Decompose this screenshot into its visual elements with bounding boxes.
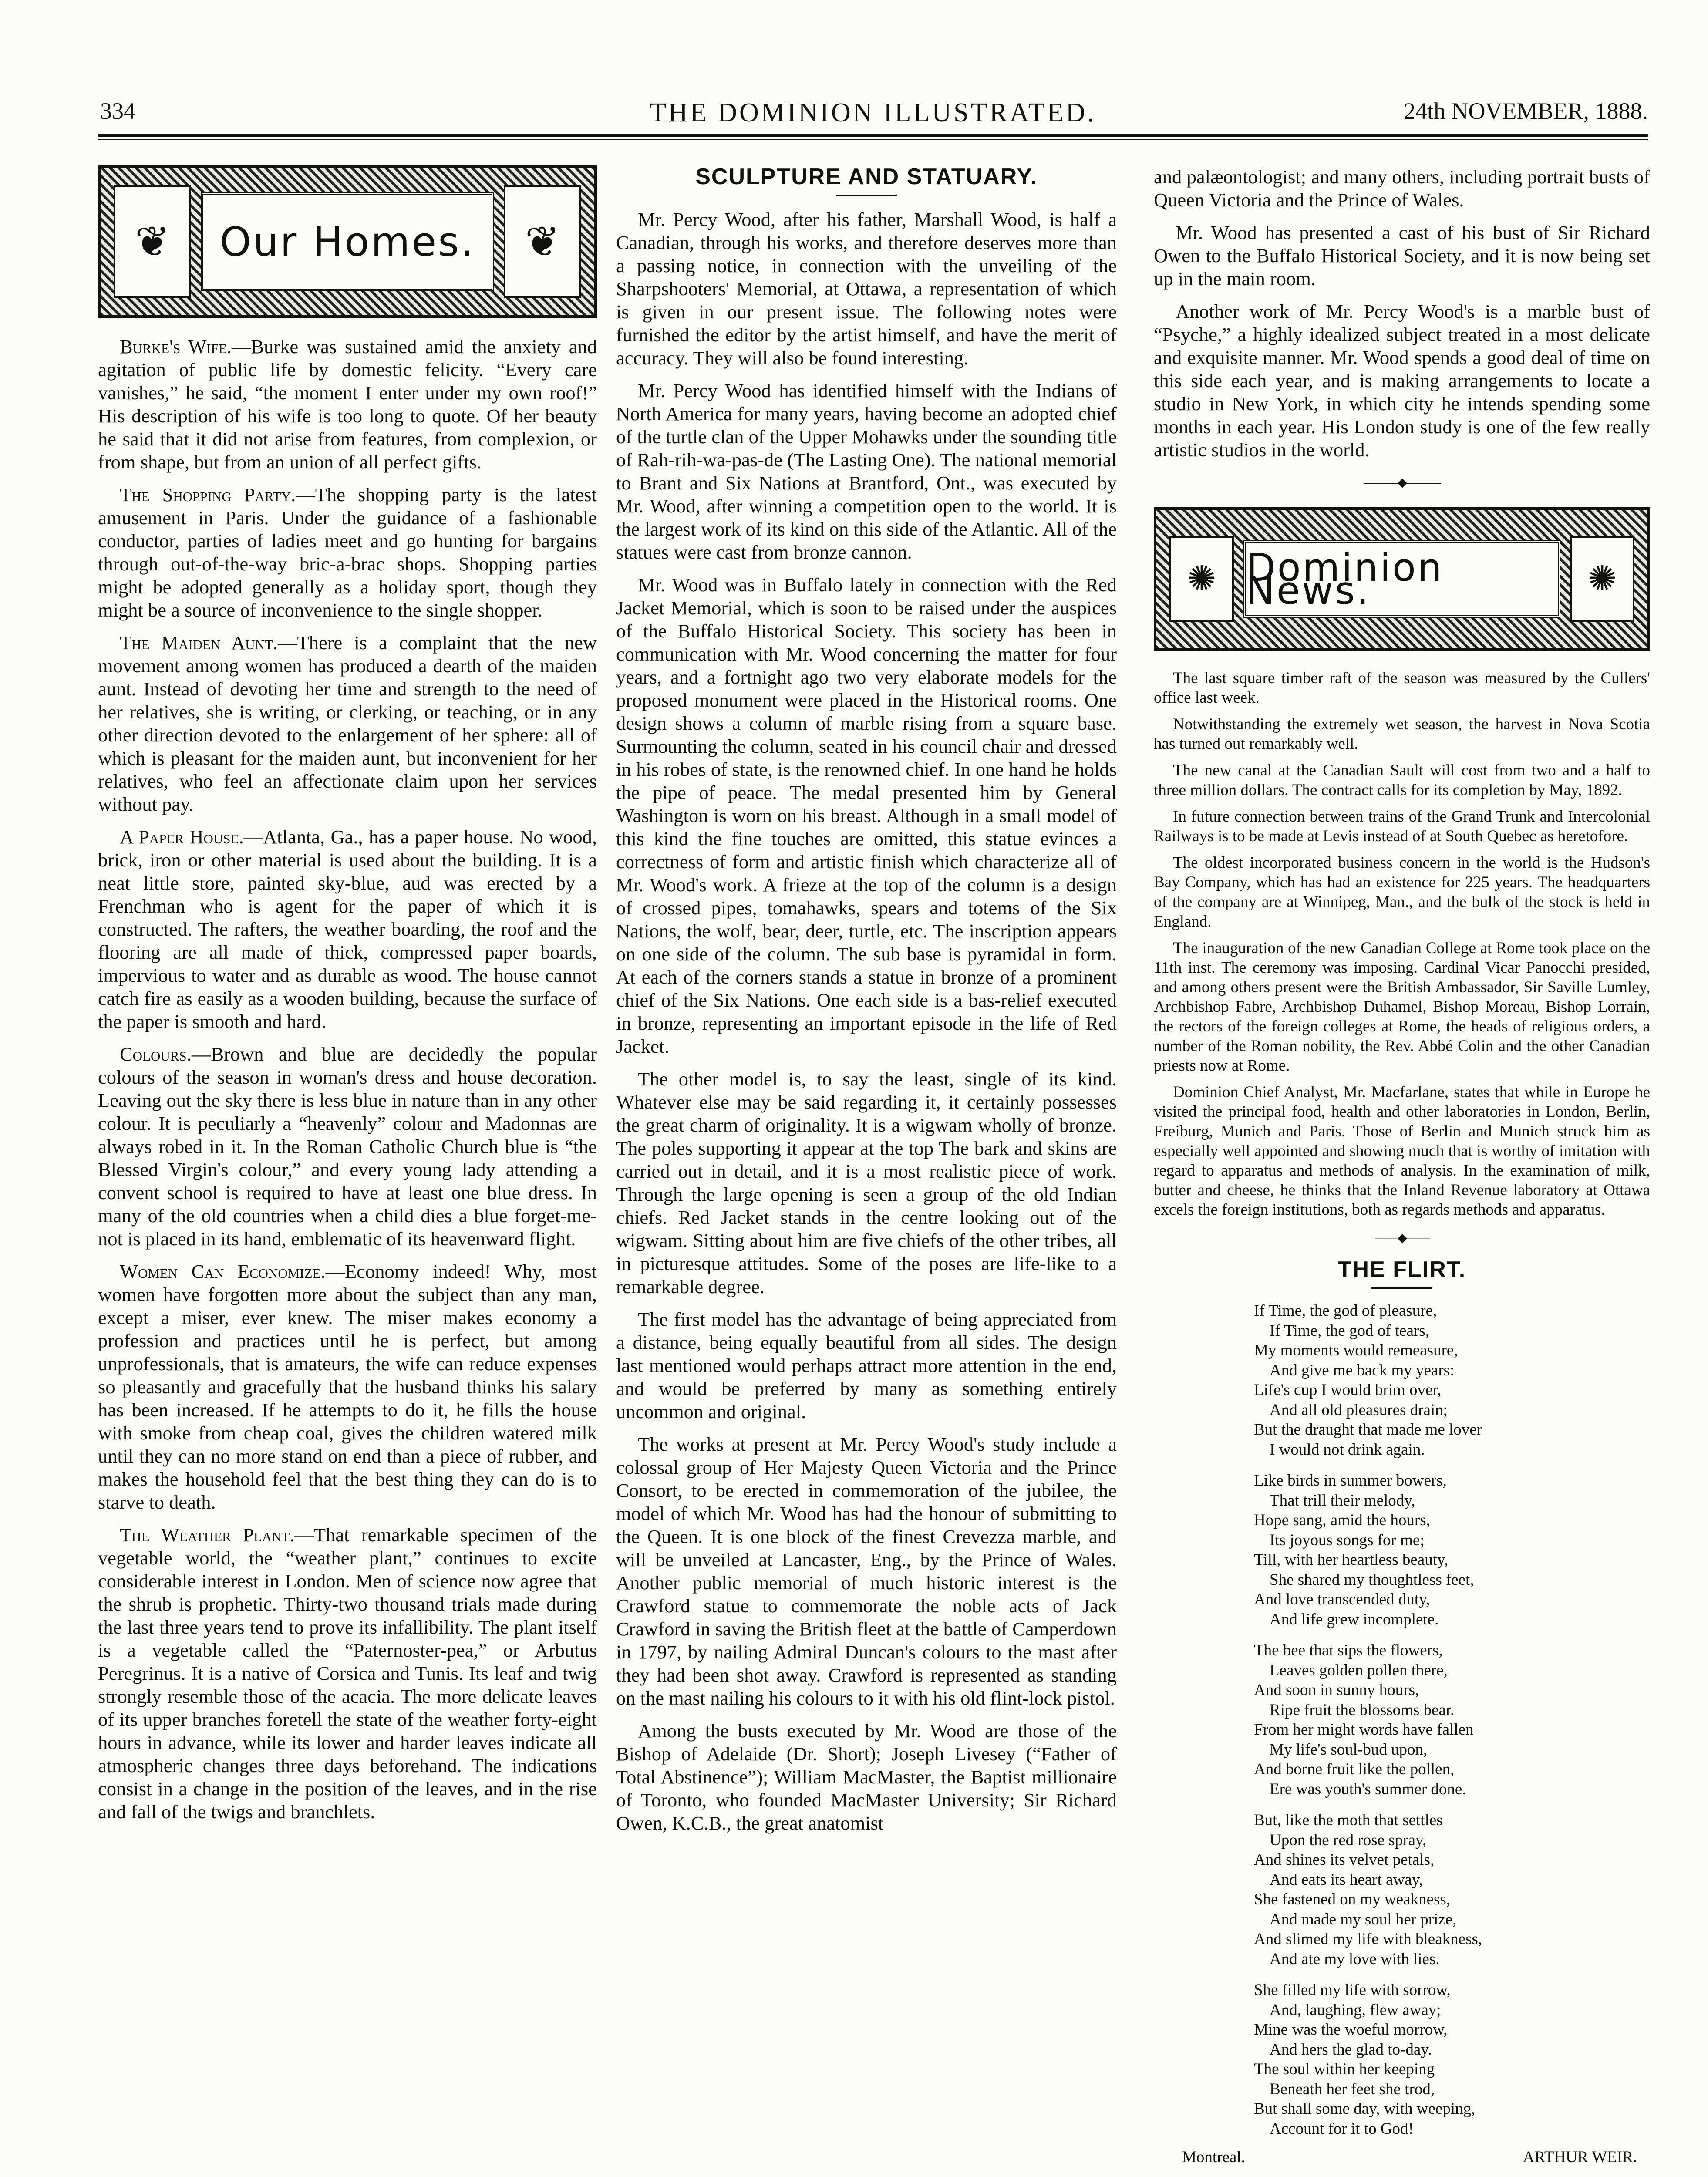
page-number: 334	[100, 98, 135, 124]
poem-line: Leaves golden pollen there,	[1270, 1661, 1448, 1679]
paragraph-text: —Economy indeed! Why, most women have forgotten more about the subject than any man, except a miser, ever knew. The miser makes economy a profession and practices until he is perfect, but among unprofessionals, that is amateurs, the wife can reduce expenses so pleasantly and gracefully that the husband thinks his salary has been increased. If he attempts to do it, he fills the house with smoke from cheap coal, gives the children watered milk until they can no more stand on end than a piece of rubber, and makes the household feel that the best thing they can do is to starve to death.	[98, 1260, 597, 1513]
poem-line: The bee that sips the flowers,	[1254, 1641, 1443, 1659]
poem-line: That trill their melody,	[1270, 1491, 1415, 1510]
poem-line: Till, with her heartless beauty,	[1254, 1551, 1449, 1569]
poem-line: Its joyous songs for me;	[1270, 1531, 1425, 1549]
poem-stanza	[1254, 1980, 1650, 2139]
dominion-news-title: Dominion News.	[1246, 545, 1444, 613]
poem-line: But the draught that made me lover	[1254, 1421, 1482, 1439]
vase-ornament-icon: ❦	[504, 185, 581, 298]
paragraph-text: —Atlanta, Ga., has a paper house. No wood, brick, iron or other material is used about the building. It is a neat little store, painted sky-blue, aud was erected by a Frenchman who is agent for the paper of which it is constructed. The rafters, the weather boarding, the roof and the flooring are all made of thick, compressed paper boards, impervious to water and as durable as wood. The house cannot catch fire as easily as a wooden building, because the surface of the paper is smooth and hard.	[98, 826, 597, 1032]
sculpture-paragraph: Mr. Percy Wood, after his father, Marshall Wood, is half a Canadian, through his works, and therefore deserves more than a passing notice, in connection with the unveiling of the Sharpshooters' Memorial, at Ottawa, a representation of which is given in our present issue. The following notes were furnished the editor by the artist himself, and have the merit of accuracy. They will also be found interesting.	[616, 209, 1117, 369]
poem-line: And love transcended duty,	[1254, 1591, 1430, 1608]
sculpture-paragraph: The works at present at Mr. Percy Wood's study include a colossal group of Her Majesty Queen Victoria and the Prince Consort, to be erected in commemoration of the jubilee, the model of which Mr. Wood has had the honour of submitting to the Queen. It is one block of the finest Crevezza marble, and will be unveiled at Lancaster, Eng., by the Prince of Wales. Another public memorial of much historic interest is the Crawford statue to commemorate the noble acts of Jack Crawford in saving the British fleet at the battle of Camperdown in 1797, by nailing Admiral Duncan's colours to the mast after they had been shot away. Crawford is represented as standing on the mast nailing his colours to it with his old flint-lock pistol.	[616, 1433, 1117, 1709]
our-homes-banner	[98, 165, 597, 318]
poem-line: Ripe fruit the blossoms bear.	[1270, 1701, 1455, 1719]
vase-ornament-icon: ❦	[114, 185, 191, 298]
dominion-news-items	[1154, 668, 1650, 1220]
poem-line: And eats its heart away,	[1270, 1870, 1423, 1889]
poem-line: My moments would remeasure,	[1254, 1341, 1458, 1359]
poem-line: She filled my life with sorrow,	[1254, 1981, 1451, 1999]
sculpture-article-continued	[1154, 165, 1650, 462]
header-rule	[98, 134, 1648, 137]
poem-line: And ate my love with lies.	[1270, 1950, 1440, 1968]
homes-paragraph	[98, 483, 597, 622]
title-rule	[1371, 1287, 1432, 1289]
paragraph-text: —There is a complaint that the new movement among women has produced a dearth of the maiden aunt. Instead of devoting her time and strength to the need of her relatives, she is writing, or clerking, or teaching, or in any other direction devoted to the enlargement of her sphere: all of which is pleasant for the maiden aunt, but inconvenient for her relatives, who feel an affectionate claim upon her services without pay.	[98, 632, 597, 815]
sculpture-paragraph: Another work of Mr. Percy Wood's is a marble bust of “Psyche,” a highly idealized subject treated in a most delicate and exquisite manner. Mr. Wood spends a good deal of time on this side each year, and is making arrangements to locate a studio in New York, in which city he intends spending some months in each year. His London study is one of the few really artistic studios in the world.	[1154, 300, 1650, 461]
dominion-news-banner	[1154, 507, 1650, 651]
homes-paragraph	[98, 631, 597, 816]
poem-line: If Time, the god of pleasure,	[1254, 1302, 1437, 1320]
news-item: The inauguration of the new Canadian College at Rome took place on the 11th inst. The ceremony was imposing. Cardinal Vicar Panocchi presided, and among others present were the British Ambassador, Sir Saville Lumley, Archbishop Fabre, Archbishop Duhamel, Bishop Moreau, Bishop Lorrain, the rectors of the foreign colleges at Rome, the heads of religious orders, a number of the Roman nobility, the Rev. Abbé Colin and the other Canadian priests now at Rome.	[1154, 939, 1650, 1075]
poem-line: She shared my thoughtless feet,	[1270, 1570, 1474, 1589]
column-three	[1154, 165, 1650, 2167]
homes-paragraph	[98, 826, 597, 1033]
news-item: Notwithstanding the extremely wet season, the harvest in Nova Scotia has turned out remarkably well.	[1154, 715, 1650, 753]
paragraph-text: —The shopping party is the latest amusement in Paris. Under the guidance of a fashionable conductor, parties of ladies meet and go hunting for bargains through out-of-the-way bric-a-brac shops. Shopping parties might be adopted generally as a holiday sport, though they might be a source of inconvenience to the single shopper.	[98, 484, 597, 621]
paragraph-text: —Brown and blue are decidedly the popular colours of the season in woman's dress and house decoration. Leaving out the sky there is less blue in nature than in any other colour. It is peculiarly a “heavenly” colour and Madonnas are always robed in it. In the Roman Catholic Church blue is “the Blessed Virgin's colour,” and every young lady attending a convent school is required to have at least one blue dress. In many of the old countries when a child dies a blue forget-me-not is placed in its hand, emblematic of its heavenward flight.	[98, 1043, 597, 1250]
poem-signature	[1154, 2146, 1650, 2167]
news-item: The last square timber raft of the season was measured by the Cullers' office last week.	[1154, 669, 1650, 707]
rosette-ornament-icon: ✺	[1169, 536, 1234, 622]
paragraph-text: —Burke was sustained amid the anxiety and agitation of public life by domestic felicity. “Every care vanishes,” he said, “the moment I enter under my own roof!” His description of his wife is too long to quote. Of her beauty he said that it did not arise from features, from complexion, or from shape, but from an union of all perfect gifts.	[98, 336, 597, 473]
header-rule-thin	[98, 139, 1648, 140]
paragraph-lead: Burke's Wife.	[120, 336, 232, 357]
poem-line: But, like the moth that settles	[1254, 1811, 1443, 1829]
rosette-ornament-icon: ✺	[1570, 536, 1634, 622]
poem-line: Mine was the woeful morrow,	[1254, 2021, 1448, 2039]
poem-line: And life grew incomplete.	[1270, 1610, 1439, 1628]
poem-line: Hope sang, amid the hours,	[1254, 1511, 1430, 1529]
poem-place: Montreal.	[1182, 2148, 1245, 2166]
news-item: The new canal at the Canadian Sault will cost from two and a half to three million dollars. The contract calls for its completion by May, 1892.	[1154, 762, 1650, 799]
poem-line: And hers the glad to-day.	[1270, 2040, 1432, 2059]
sculpture-article	[616, 208, 1117, 1835]
paragraph-lead: Colours.	[120, 1043, 192, 1065]
poem-line: Like birds in summer bowers,	[1254, 1472, 1447, 1490]
poem-line: But shall some day, with weeping,	[1254, 2100, 1476, 2118]
poem-line: Life's cup I would brim over,	[1254, 1381, 1442, 1399]
sculpture-paragraph: Mr. Wood has presented a cast of his bust of Sir Richard Owen to the Buffalo Historical Society, and it is now being set up in the main room.	[1154, 222, 1650, 290]
paragraph-lead: The Maiden Aunt.	[120, 632, 278, 654]
dominion-news-banner-frame	[1243, 540, 1560, 618]
homes-paragraph	[98, 1523, 597, 1823]
poem-stanza	[1254, 1301, 1650, 1459]
sculpture-title: SCULPTURE AND STATUARY.	[695, 164, 1038, 189]
sculpture-paragraph: The first model has the advantage of being appreciated from a distance, being equally beautiful from all sides. The design last mentioned would perhaps attract more attention in the end, and would be preferred by many as something entirely uncommon and original.	[616, 1308, 1117, 1422]
sculpture-paragraph: The other model is, to say the least, single of its kind. Whatever else may be said regarding it, it certainly possesses the great charm of originality. It is a wigwam wholly of bronze. The poles supporting it appear at the top The bark and skins are carried out in detail, and it is a most realistic piece of work. Through the large opening is seen a group of the old Indian chiefs. Red Jacket stands in the centre looking out of the wigwam. Sitting about him are five chiefs of the other tribes, all in picturesque attitudes. Some of the poses are life-like to a remarkable degree.	[616, 1068, 1117, 1297]
column-sculpture	[616, 165, 1117, 1844]
poem-line: Beneath her feet she trod,	[1270, 2080, 1435, 2098]
poem-stanza	[1254, 1641, 1650, 1799]
paragraph-lead: The Shopping Party.	[120, 484, 296, 505]
poem-line: And slimed my life with bleakness,	[1254, 1930, 1482, 1948]
poem-title: THE FLIRT.	[1337, 1257, 1466, 1282]
poem-line: And shines its velvet petals,	[1254, 1851, 1435, 1869]
poem-line: If Time, the god of tears,	[1270, 1321, 1429, 1340]
sculpture-paragraph: Mr. Wood was in Buffalo lately in connection with the Red Jacket Memorial, which is soon to be raised under the auspices of the Buffalo Historical Society. This society has been in communication with Mr. Wood concerning the matter for four years, and a fortnight ago two very elaborate models for the proposed monument were placed in the Historical rooms. One design shows a column of marble rising from a square base. Surmounting the column, seated in his council chair and dressed in his robes of state, is the renowned chief. In one hand he holds the pipe of peace. The medal presented him by General Washington is worn on his breast. Although in a small model of this kind the fine touches are omitted, this statue evinces a correctness of form and artistic finish which characterize all of Mr. Wood's work. A frieze at the top of the column is a design of crossed pipes, tomahawks, spears and totems of the Six Nations, the wolf, bear, deer, turtle, etc. The inscription appears on one side of the column. The sub base is pyramidal in form. At each of the corners stands a statue in bronze of a prominent chief of the Six Nations. One each side is a bas-relief executed in bronze, representing an important episode in the life of Red Jacket.	[616, 574, 1117, 1057]
poem-body	[1254, 1301, 1650, 2139]
paragraph-text: —That remarkable specimen of the vegetable world, the “weather plant,” continues to excite considerable interest in London. Men of science now agree that the shrub is prophetic. Thirty-two thousand trials made during the last three years tend to prove its infallibility. The plant itself is a vegetable called the “Paternoster-pea,” or Arbutus Peregrinus. It is a native of Corsica and Tunis. Its leaf and twig strongly resemble those of the acacia. The more delicate leaves of its upper branches foretell the state of the weather forty-eight hours in advance, while its lower and harder leaves indicate all atmospheric changes three days beforehand. The indications consist in a change in the position of the leaves, and in the rise and fall of the twigs and branchlets.	[98, 1524, 597, 1823]
poem-line: And borne fruit like the pollen,	[1254, 1760, 1455, 1778]
our-homes-banner-frame	[201, 192, 494, 291]
paragraph-lead: Women Can Economize.	[120, 1260, 326, 1282]
paragraph-lead: The Weather Plant.	[120, 1524, 295, 1546]
sculpture-paragraph: Mr. Percy Wood has identified himself with the Indians of North America for many years, having become an adopted chief of the turtle clan of the Upper Mohawks under the sounding title of Rah-rih-wa-pas-de (The Lasting One). The national memorial to Brant and Six Nations at Brantford, Ont., was executed by Mr. Wood, after winning a competition open to the world. It is the largest work of its kind on this side of the Atlantic. All of the statues were cast from bronze cannon.	[616, 380, 1117, 563]
publication-title: THE DOMINION ILLUSTRATED.	[650, 98, 1096, 128]
poem-stanza	[1254, 1810, 1650, 1969]
news-item: In future connection between trains of the Grand Trunk and Intercolonial Railways is to be made at Levis instead of at South Quebec as heretofore.	[1154, 808, 1650, 845]
poem-line: Ere was youth's summer done.	[1270, 1780, 1466, 1798]
homes-paragraph	[98, 1260, 597, 1514]
poem-line: She fastened on my weakness,	[1254, 1891, 1451, 1908]
title-rule	[836, 195, 897, 196]
column-our-homes	[98, 165, 597, 1833]
poem-line: And all old pleasures drain;	[1270, 1401, 1448, 1419]
ornamental-divider: ——◆——	[1375, 1231, 1429, 1245]
poem-line: My life's soul-bud upon,	[1270, 1740, 1428, 1759]
poem-stanza	[1254, 1471, 1650, 1629]
sculpture-paragraph: and palæontologist; and many others, including portrait busts of Queen Victoria and the Prince of Wales.	[1154, 166, 1650, 211]
ornamental-divider: ———◆———	[1364, 476, 1440, 489]
poem-line: I would not drink again.	[1270, 1440, 1425, 1459]
poem-line: From her might words have fallen	[1254, 1721, 1474, 1739]
paragraph-lead: A Paper House.	[120, 826, 244, 848]
our-homes-title: Our Homes.	[219, 218, 475, 265]
homes-paragraph	[98, 335, 597, 474]
homes-paragraph	[98, 1043, 597, 1250]
poem-line: And soon in sunny hours,	[1254, 1681, 1419, 1699]
poem-line: And give me back my years:	[1270, 1361, 1455, 1379]
poem-line: Account for it to God!	[1270, 2120, 1414, 2138]
sculpture-paragraph: Among the busts executed by Mr. Wood are those of the Bishop of Adelaide (Dr. Short); Joseph Livesey (“Father of Total Abstinence”); William MacMaster, the Baptist millionaire of Toronto, who founded MacMaster University; Sir Richard Owen, K.C.B., the great anatomist	[616, 1720, 1117, 1834]
poem-author: ARTHUR WEIR.	[1523, 2148, 1637, 2166]
poem-line: Upon the red rose spray,	[1270, 1831, 1427, 1849]
page-header	[98, 91, 1648, 129]
news-item: Dominion Chief Analyst, Mr. Macfarlane, states that while in Europe he visited the principal food, health and other laboratories in London, Berlin, Freiburg, Munich and Paris. Those of Berlin and Munich struck him as especially well appointed and showing much that is worthy of imitation with regard to apparatus and methods of analysis. In the examination of milk, butter and cheese, he thinks that the Inland Revenue laboratory at Ottawa excels the foreign institutions, both as regards methods and apparatus.	[1154, 1083, 1650, 1219]
our-homes-articles	[98, 335, 597, 1823]
poem-line: The soul within her keeping	[1254, 2060, 1435, 2078]
poem-line: And made my soul her prize,	[1270, 1910, 1457, 1928]
poem-line: And, laughing, flew away;	[1270, 2001, 1441, 2019]
news-item: The oldest incorporated business concern in the world is the Hudson's Bay Company, which has had an existence for 225 years. The headquarters of the company are at Winnipeg, Man., and the bulk of the stock is held in England.	[1154, 854, 1650, 930]
issue-date: 24th NOVEMBER, 1888.	[1403, 98, 1648, 124]
